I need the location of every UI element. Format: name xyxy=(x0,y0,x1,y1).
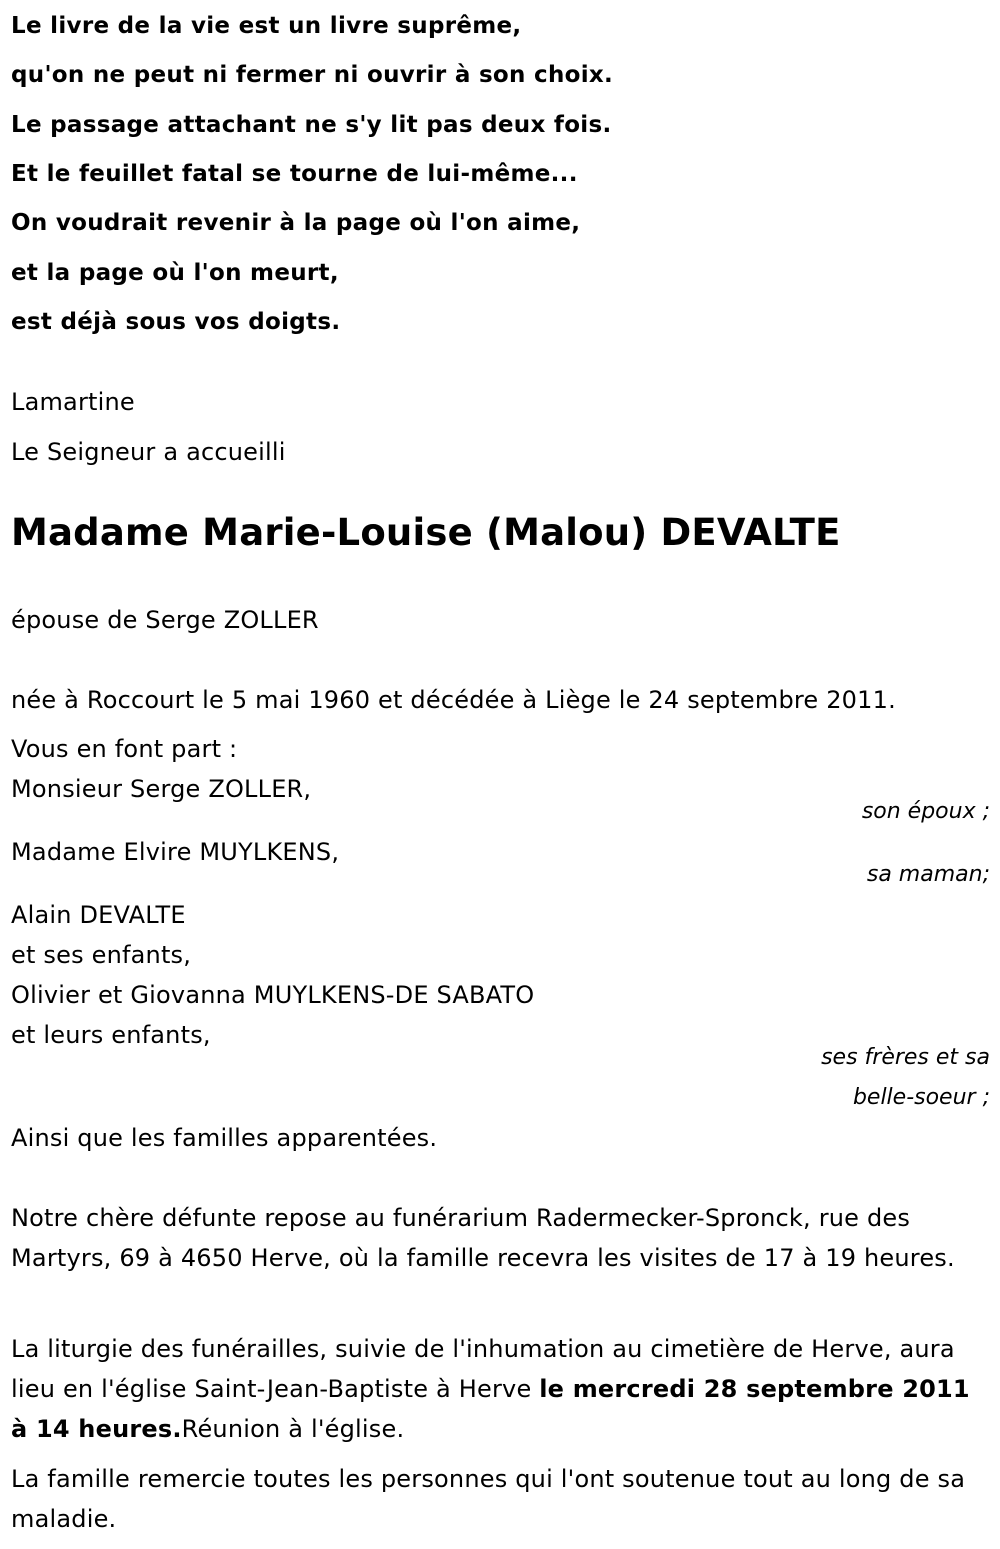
family-member: et leurs enfants, xyxy=(11,1021,211,1049)
funeral-meeting: Réunion à l'église. xyxy=(181,1415,405,1443)
poem-line: Le livre de la vie est un livre suprême, xyxy=(11,13,522,39)
family-member: et ses enfants, xyxy=(11,941,192,969)
poem-line: est déjà sous vos doigts. xyxy=(11,309,341,335)
family-relation: sa maman; xyxy=(866,862,990,887)
family-relation: belle-soeur ; xyxy=(852,1085,990,1110)
funeral-paragraph xyxy=(11,1329,986,1449)
visitation-paragraph: Notre chère défunte repose au funérarium Radermecker-Spronck, rue des Martyrs, 69 à 4650 Herve, où la famille recevra les visites de 17 à 19 heures. xyxy=(11,1204,955,1272)
family-member: Monsieur Serge ZOLLER, xyxy=(11,775,312,803)
spouse-line: épouse de Serge ZOLLER xyxy=(11,606,319,634)
poem-author: Lamartine xyxy=(11,388,135,416)
poem-line: On voudrait revenir à la page où l'on aime, xyxy=(11,210,581,236)
birth-death-line: née à Roccourt le 5 mai 1960 et décédée à Liège le 24 septembre 2011. xyxy=(11,686,896,714)
family-closing: Ainsi que les familles apparentées. xyxy=(11,1124,438,1152)
family-heading: Vous en font part : xyxy=(11,735,238,763)
family-member: Alain DEVALTE xyxy=(11,901,186,929)
poem-line: qu'on ne peut ni fermer ni ouvrir à son choix. xyxy=(11,62,614,88)
funeral-intro: La liturgie des funérailles, suivie de l'inhumation au cimetière de Herve, aura lieu en l'église Saint-Jean-Baptiste à Herve xyxy=(11,1335,955,1403)
family-relation: ses frères et sa xyxy=(821,1045,990,1070)
family-member: Madame Elvire MUYLKENS, xyxy=(11,838,340,866)
thanks-paragraph: La famille remercie toutes les personnes qui l'ont soutenue tout au long de sa maladie. xyxy=(11,1465,966,1533)
funeral-date: le mercredi 28 septembre 2011 à 14 heures. xyxy=(11,1375,970,1443)
family-member: Olivier et Giovanna MUYLKENS-DE SABATO xyxy=(11,981,535,1009)
family-relation: son époux ; xyxy=(861,799,990,824)
poem-line: et la page où l'on meurt, xyxy=(11,260,339,286)
poem-line: Et le feuillet fatal se tourne de lui-même... xyxy=(11,161,578,187)
poem-line: Le passage attachant ne s'y lit pas deux fois. xyxy=(11,112,612,138)
deceased-name: Madame Marie-Louise (Malou) DEVALTE xyxy=(11,511,841,554)
announcement-intro: Le Seigneur a accueilli xyxy=(11,438,286,466)
